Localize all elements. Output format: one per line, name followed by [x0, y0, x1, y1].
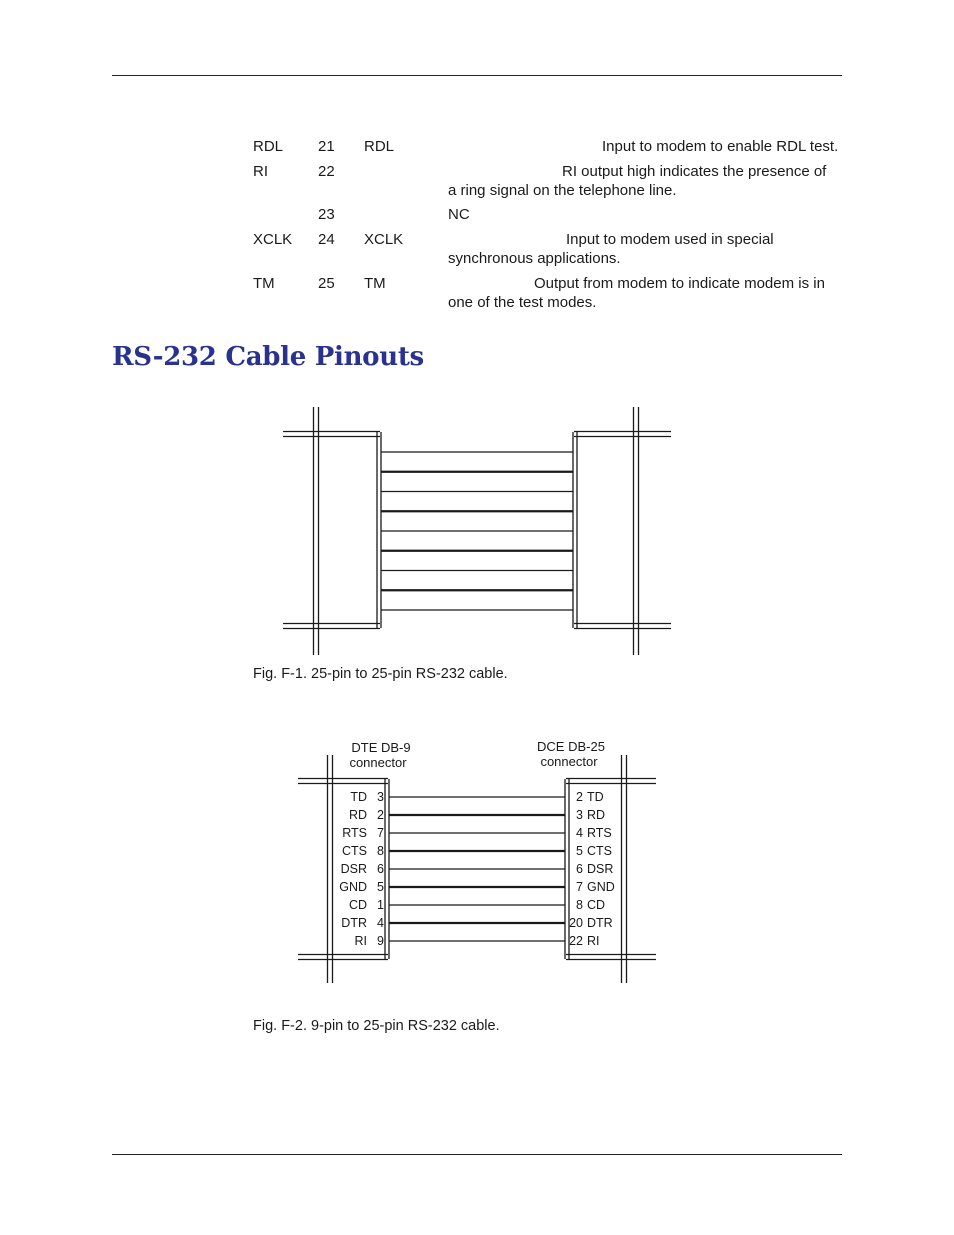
right-pin-number: 4 — [576, 826, 583, 840]
row-description-line1: Output from modem to indicate modem is in — [534, 275, 825, 292]
row-pin: 25 — [318, 275, 335, 292]
left-signal-name: CD — [348, 898, 367, 912]
left-signal-name: RI — [354, 934, 367, 948]
right-signal-name: GND — [587, 880, 615, 894]
left-signal-name: RD — [348, 808, 367, 822]
row-description-line1: NC — [448, 206, 470, 223]
row-signal: RI — [253, 163, 268, 180]
right-signal-name: RI — [587, 934, 600, 948]
row-pin: 22 — [318, 163, 335, 180]
figure2-caption: Fig. F-2. 9-pin to 25-pin RS-232 cable. — [253, 1018, 500, 1034]
row-pin: 23 — [318, 206, 335, 223]
left-signal-name: RTS — [342, 826, 367, 840]
left-pin-number: 8 — [377, 844, 384, 858]
right-signal-name: RTS — [587, 826, 612, 840]
right-signal-name: TD — [587, 790, 604, 804]
right-pin-number: 8 — [576, 898, 583, 912]
right-pin-number: 6 — [576, 862, 583, 876]
left-signal-name: DSR — [340, 862, 367, 876]
row-description — [448, 162, 840, 200]
right-pin-number: 3 — [576, 808, 583, 822]
left-pin-number: 2 — [377, 808, 384, 822]
section-title: RS-232 Cable Pinouts — [112, 342, 424, 372]
left-pin-number: 4 — [377, 916, 384, 930]
right-connector-label: DCE DB-25 — [537, 739, 605, 754]
row-description-line2: synchronous applications. — [448, 250, 621, 267]
left-signal-name: TD — [350, 790, 367, 804]
row-signal: RDL — [253, 138, 284, 155]
right-pin-number: 7 — [576, 880, 583, 894]
left-pin-number: 3 — [377, 790, 384, 804]
right-signal-name: CTS — [587, 844, 612, 858]
right-pin-number: 2 — [576, 790, 583, 804]
right-pin-number: 22 — [569, 934, 583, 948]
row-name: XCLK — [364, 231, 404, 248]
row-description-line2: one of the test modes. — [448, 294, 597, 311]
left-signal-name: CTS — [342, 844, 367, 858]
left-pin-number: 1 — [377, 898, 384, 912]
right-pin-number: 5 — [576, 844, 583, 858]
figure1-caption: Fig. F-1. 25-pin to 25-pin RS-232 cable. — [253, 666, 508, 682]
header-rule — [112, 75, 842, 76]
row-name: RDL — [364, 138, 395, 155]
row-name: TM — [364, 275, 386, 292]
row-signal: XCLK — [253, 231, 293, 248]
right-signal-name: DTR — [587, 916, 613, 930]
row-description — [448, 274, 840, 312]
left-connector-label: DTE DB-9 — [351, 740, 411, 755]
row-description-line1: Input to modem used in special — [566, 231, 774, 248]
left-signal-name: DTR — [341, 916, 367, 930]
right-signal-name: RD — [587, 808, 606, 822]
row-description — [448, 205, 840, 224]
left-pin-number: 5 — [377, 880, 384, 894]
row-description-line1: RI output high indicates the presence of — [562, 163, 827, 180]
left-signal-name: GND — [339, 880, 367, 894]
left-pin-number: 6 — [377, 862, 384, 876]
row-description-line1: Input to modem to enable RDL test. — [602, 138, 839, 155]
row-description — [448, 137, 840, 156]
right-signal-name: DSR — [587, 862, 614, 876]
row-pin: 21 — [318, 138, 335, 155]
row-pin: 24 — [318, 231, 335, 248]
row-description-line2: a ring signal on the telephone line. — [448, 182, 677, 199]
row-description — [448, 230, 840, 268]
right-pin-number: 20 — [569, 916, 583, 930]
row-signal: TM — [253, 275, 275, 292]
left-connector-label: connector — [349, 755, 407, 770]
left-pin-number: 9 — [377, 934, 384, 948]
left-pin-number: 7 — [377, 826, 384, 840]
right-connector-label: connector — [540, 754, 598, 769]
right-signal-name: CD — [587, 898, 606, 912]
footer-rule — [112, 1154, 842, 1155]
